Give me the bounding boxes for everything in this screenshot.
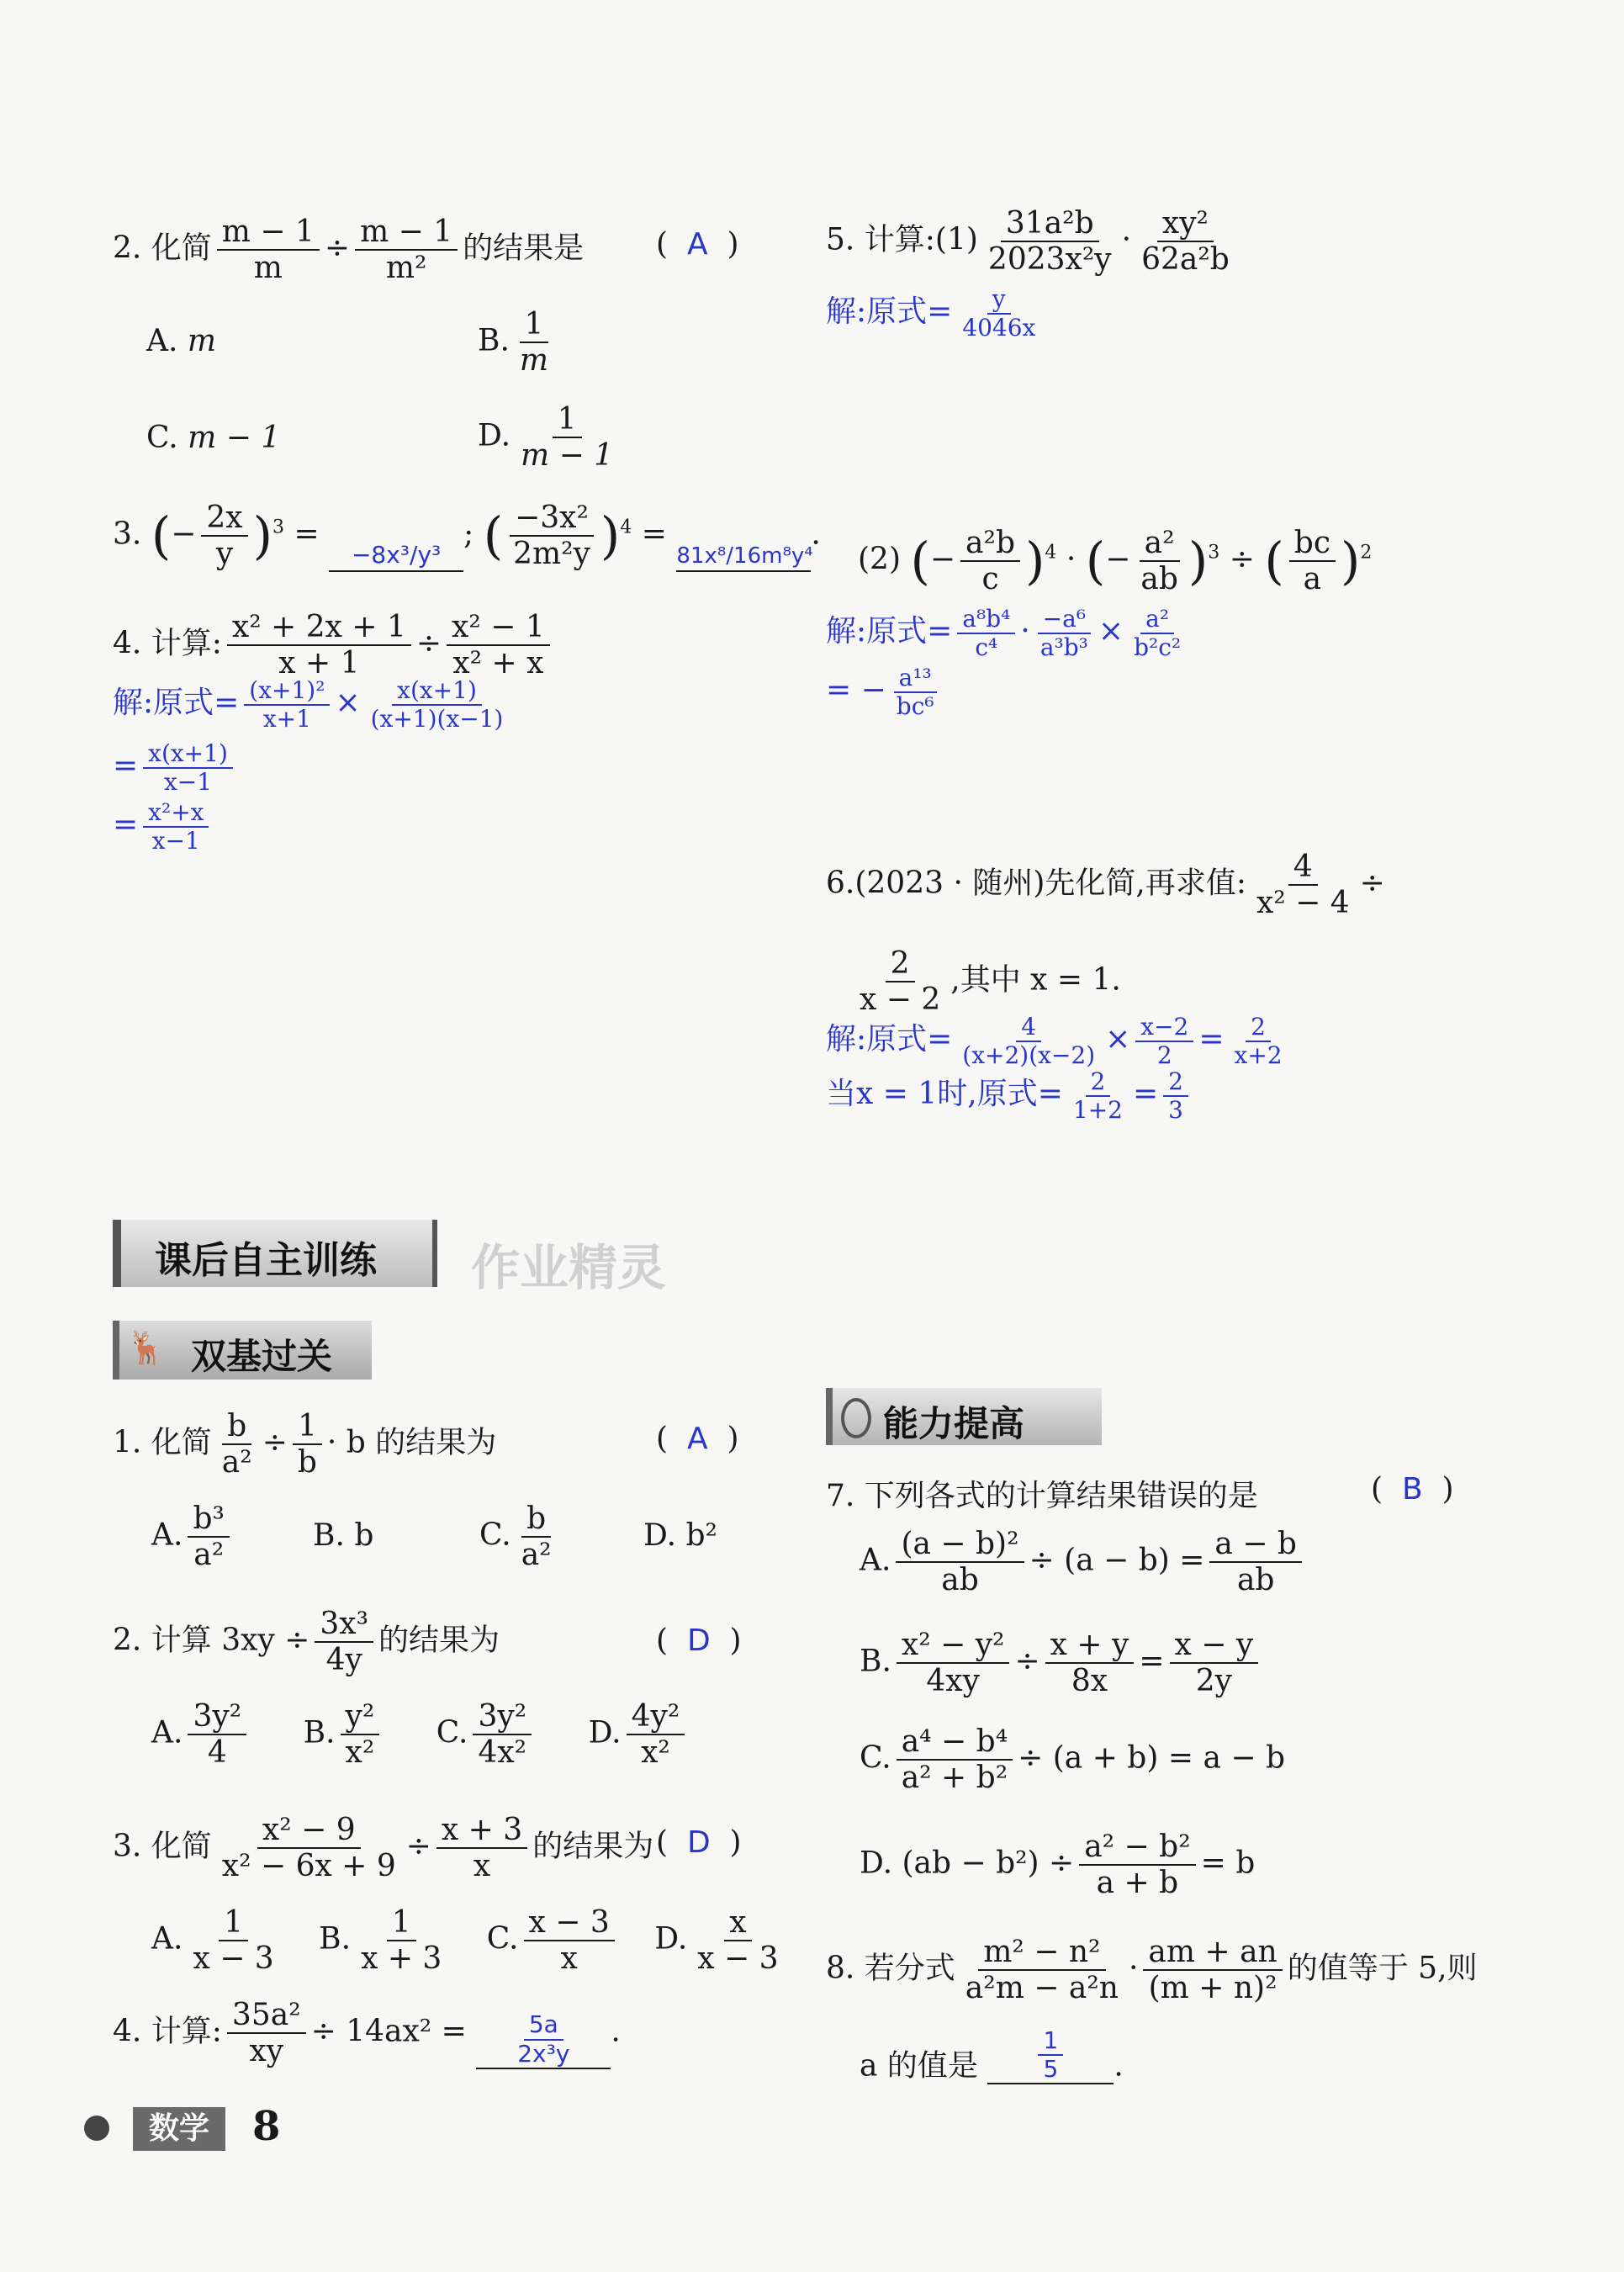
q4-solution-2: = $\frac{x(x+1)}{x-1}$	[113, 740, 238, 796]
watermark: 作业精灵	[471, 1239, 667, 1296]
footer-subject: 数学	[133, 2107, 225, 2151]
q7-option-a: A. $\frac{\text{(a − b)²}}{ab}$ ÷ (a − b) = $\frac{a - b}{ab}$	[860, 1527, 1307, 1598]
q7-option-c: C. $\frac{\text{a⁴ − b⁴}}{\text{a² + b²}}$ ÷ (a + b) = a − b	[860, 1724, 1286, 1796]
b-q1-stem: 1. 化简 $\frac{b}{\text{a²}}$ ÷ $\frac{1}{b}$ · b 的结果为	[113, 1409, 497, 1480]
b-q1-answer: ( A )	[656, 1422, 739, 1456]
q7-option-d: D. (ab − b²) ÷ $\frac{\text{a² − b²}}{a + b}$ = b	[860, 1830, 1256, 1901]
b-q4-answer: $\frac{5a}{\text{2x³y}}$	[517, 2010, 570, 2068]
b-q3-options: A. $\frac{1}{x - 3}$ B. $\frac{1}{x + 3}$ C. $\frac{x - 3}{x}$ D. $\frac{x}{x - 3}$	[151, 1905, 779, 1977]
q3-answer-1: −8x³/y³	[351, 540, 442, 569]
q8-answer: $\frac{1}{5}$	[1038, 2027, 1063, 2083]
q3-answer-2: 81x⁸/16m⁸y⁴	[676, 543, 813, 569]
q2-option-b: B. $\frac{1}{m}$	[478, 307, 549, 379]
b-q1-option-d: D. b²	[643, 1518, 717, 1553]
b-q2-options: A. $\frac{\text{3y²}}{4}$ B. $\frac{\text{y²}}{\text{x²}}$ C. $\frac{\text{3y²}}{\text{4x²}}$ D. $\frac{\text{4y²}}{\text{x²}}$	[151, 1699, 690, 1771]
q4-stem: 4. 计算: $\frac{\text{x² + 2x + 1}}{x + 1}$ ÷ $\frac{\text{x² − 1}}{\text{x² + x}}$	[113, 610, 555, 681]
q4-solution-1: 解:原式= $\frac{\text{(x+1)²}}{x+1}$ × $\frac{x(x+1)}{(x+1)(x-1)}$	[113, 676, 504, 734]
q2-option-d: D. $\frac{1}{m - 1}$	[478, 402, 614, 474]
q5-stem: 5. 计算:(1) $\frac{\text{31a²b}}{\text{2023x²y}}$ · $\frac{\text{xy²}}{\text{62a²b}}$	[826, 206, 1230, 278]
b-q1-option-c: C. $\frac{b}{\text{a²}}$	[479, 1501, 552, 1573]
q2-stem: 2. 化简 $\frac{m - 1}{m}$ ÷ $\frac{m - 1}{\text{m²}}$ 的结果是	[113, 214, 585, 286]
q6-stem-2: $\frac{2}{x - 2}$ ,其中 x = 1.	[860, 946, 1121, 1018]
q7-option-b: B. $\frac{\text{x² − y²}}{4xy}$ ÷ $\frac{x + y}{8x}$ = $\frac{x - y}{2y}$	[860, 1628, 1263, 1699]
q2-answer-bracket: ( A )	[656, 227, 739, 262]
b-q1-option-b: B. b	[313, 1518, 374, 1553]
footer-bullet-icon	[84, 2116, 109, 2141]
b-q2-answer: ( D )	[656, 1623, 742, 1658]
q8-stem: 8. 若分式 $\frac{\text{m² − n²}}{\text{a²m − a²n}}$ · $\frac{am + an}{\text{(m + n)²}}$ 的值等于 5,则	[826, 1935, 1478, 2006]
b-q4-stem: 4. 计算: $\frac{\text{35a²}}{xy}$ ÷ 14ax² = $\frac{5a}{\text{2x³y}}$ .	[113, 1998, 621, 2069]
q7-stem: 7. 下列各式的计算结果错误的是	[826, 1479, 1258, 1513]
section-header-main: 课后自主训练	[113, 1220, 437, 1287]
q6-solution-2: 当x = 1时,原式= $\frac{2}{1+2}$ = $\frac{2}{3}$	[826, 1068, 1193, 1124]
ring-icon	[841, 1398, 871, 1438]
b-q3-answer: ( D )	[656, 1825, 742, 1860]
deer-icon: 🦌	[126, 1329, 167, 1366]
q5-solution-2: 解:原式= $\frac{\text{a⁸b⁴}}{\text{c⁴}}$ · $\frac{\text{−a⁶}}{\text{a³b³}}$ × $\frac{\text{a²}}{\text{b²c²}}$	[826, 605, 1182, 662]
q7-answer: ( B )	[1371, 1472, 1454, 1507]
q5-solution-1: 解:原式= $\frac{y}{4046x}$	[826, 285, 1036, 342]
section-header-basic: 🦌 双基过关	[113, 1321, 372, 1380]
q2-frac2: $\frac{m - 1}{\text{m²}}$	[355, 214, 458, 286]
b-q2-stem: 2. 计算 3xy ÷ $\frac{\text{3x³}}{4y}$ 的结果为	[113, 1607, 500, 1678]
page-number: 8	[252, 2103, 281, 2150]
b-q3-stem: 3. 化简 $\frac{\text{x² − 9}}{\text{x² − 6x + 9}}$ ÷ $\frac{x + 3}{x}$ 的结果为	[113, 1813, 654, 1884]
q2-frac1: $\frac{m - 1}{m}$	[217, 214, 320, 286]
q4-solution-3: = $\frac{\text{x²+x}}{x-1}$	[113, 799, 214, 855]
b-q1-option-a: A. $\frac{\text{b³}}{\text{a²}}$	[151, 1501, 235, 1573]
q3-line: 3. (− $\frac{2x}{y}$ )$^3$ = −8x³/y³; ( $\frac{\text{−3x²}}{\text{2m²y}}$ )$^4$ = 81x⁸/16m⁸y⁴.	[113, 500, 821, 572]
q6-solution-1: 解:原式= $\frac{4}{(x+2)(x-2)}$ × $\frac{x-2}{2}$ = $\frac{2}{x+2}$	[826, 1013, 1283, 1070]
q2-option-a: A. m	[146, 324, 217, 358]
q8-line2: a 的值是 $\frac{1}{5}$ .	[860, 2026, 1124, 2084]
q2-option-c: C. m − 1	[146, 421, 281, 455]
q6-stem: 6.(2023 · 随州)先化简,再求值: $\frac{4}{\text{x² − 4}}$ ÷	[826, 850, 1385, 921]
q5-solution-3: = − $\frac{\text{a¹³}}{\text{bc⁶}}$	[826, 665, 944, 720]
section-header-ability: 能力提高	[826, 1388, 1102, 1445]
q5-part2: (2) (− $\frac{\text{a²b}}{c}$ )$^4$ · (− $\frac{\text{a²}}{ab}$ )$^3$ ÷ ( $\frac{bc}{a}$ )$^2$	[858, 526, 1373, 597]
